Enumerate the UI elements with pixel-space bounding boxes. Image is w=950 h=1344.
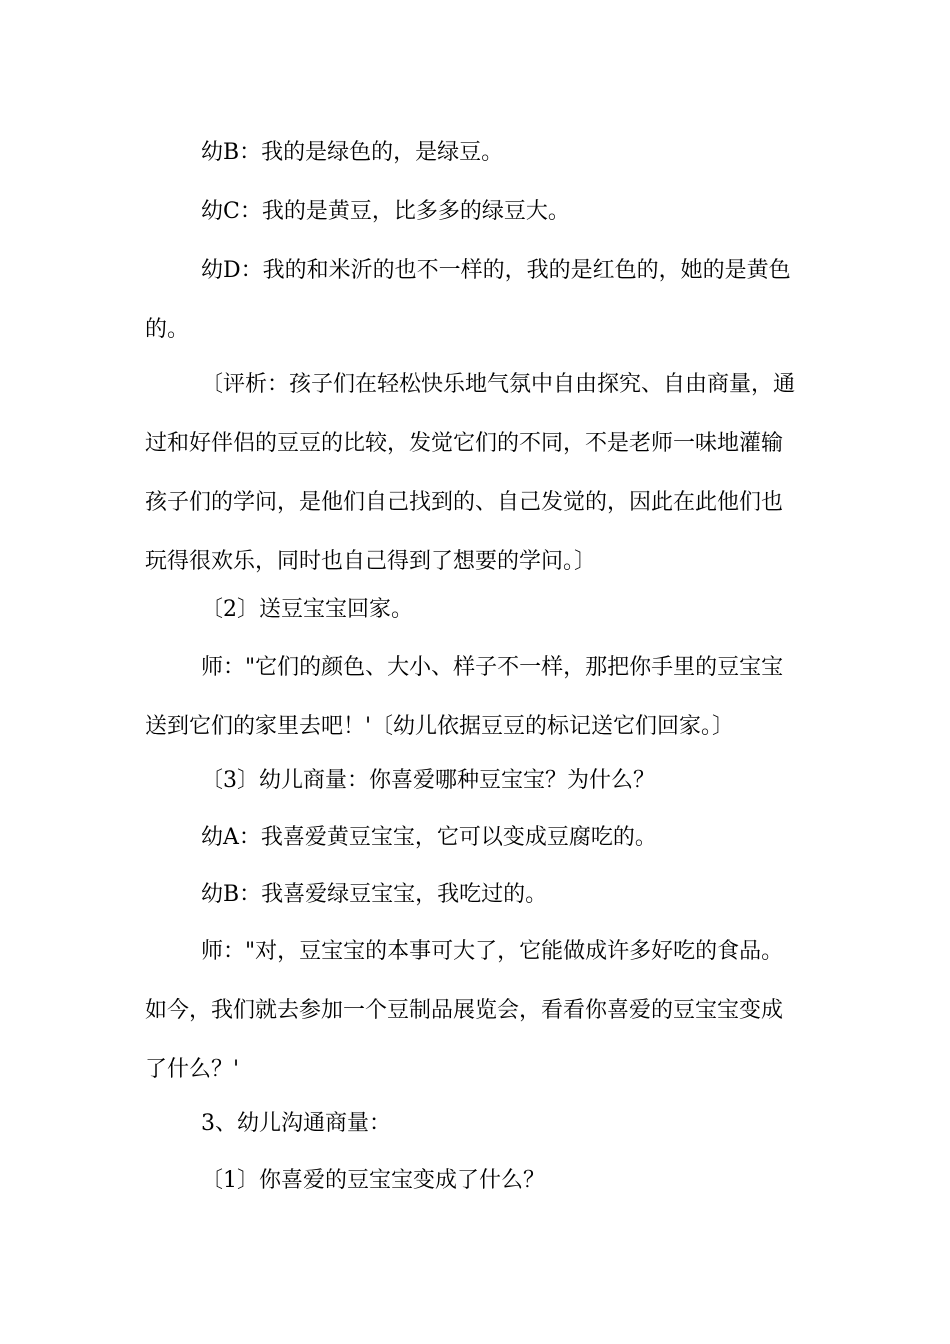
dialogue-child-d <box>145 241 810 359</box>
dialogue-child-b-1 <box>145 123 810 182</box>
step-heading-3 <box>145 1094 810 1153</box>
section-heading-1 <box>145 1151 810 1210</box>
text-line: 〔评析：孩子们在轻松快乐地气氛中自由探究、自由商量，通 <box>201 372 796 397</box>
text-line: 〔2〕送豆宝宝回家。 <box>201 597 413 622</box>
text-line: 幼B：我喜爱绿豆宝宝，我吃过的。 <box>201 882 548 907</box>
text-line: 送到它们的家里去吧！'〔幼儿依据豆豆的标记送它们回家。〕 <box>145 714 735 739</box>
text-line: 的。 <box>145 317 190 342</box>
text-line: 玩得很欢乐，同时也自己得到了想要的学问。〕 <box>145 549 597 574</box>
commentary-paragraph <box>145 355 810 591</box>
text-line: 3、幼儿沟通商量： <box>201 1111 391 1136</box>
dialogue-child-a <box>145 808 810 867</box>
text-line: 幼A：我喜爱黄豆宝宝，它可以变成豆腐吃的。 <box>201 825 657 850</box>
dialogue-child-c <box>145 182 810 241</box>
text-line: 幼B：我的是绿色的，是绿豆。 <box>201 140 504 165</box>
dialogue-child-b-2 <box>145 865 810 924</box>
text-line: 幼C：我的是黄豆，比多多的绿豆大。 <box>201 199 570 224</box>
section-heading-2 <box>145 580 810 639</box>
section-heading-3 <box>145 751 810 810</box>
text-line: 如今，我们就去参加一个豆制品展览会，看看你喜爱的豆宝宝变成 <box>145 998 784 1023</box>
dialogue-teacher-1 <box>145 638 810 756</box>
dialogue-teacher-2 <box>145 922 810 1099</box>
text-line: 孩子们的学问，是他们自己找到的、自己发觉的，因此在此他们也 <box>145 490 784 515</box>
text-line: 幼D：我的和米沂的也不一样的，我的是红色的，她的是黄色 <box>201 258 791 283</box>
text-line: 师："对，豆宝宝的本事可大了，它能做成许多好吃的食品。 <box>201 939 784 964</box>
text-line: 师："它们的颜色、大小、样子不一样，那把你手里的豆宝宝 <box>201 655 784 680</box>
text-line: 过和好伴侣的豆豆的比较，发觉它们的不同，不是老师一味地灌输 <box>145 431 784 456</box>
text-line: 〔3〕幼儿商量：你喜爱哪种豆宝宝？为什么？ <box>201 768 655 793</box>
text-line: 〔1〕你喜爱的豆宝宝变成了什么？ <box>201 1168 545 1193</box>
text-line: 了什么？' <box>145 1057 240 1082</box>
